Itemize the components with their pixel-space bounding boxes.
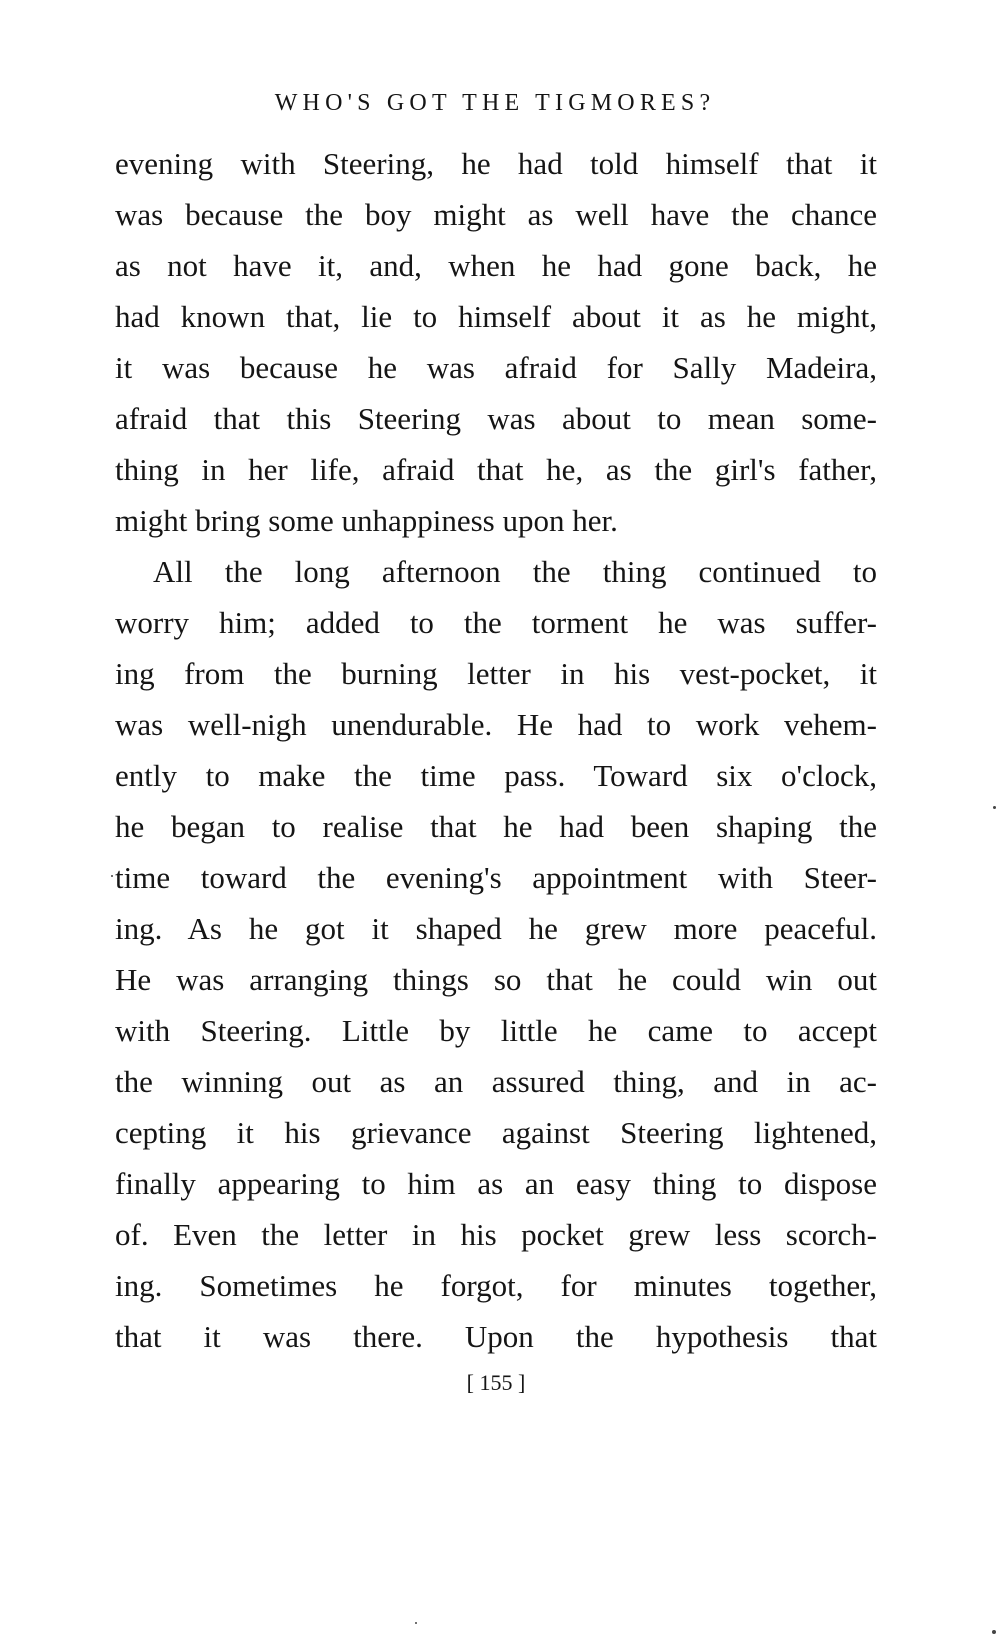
text-line: was well-nigh unendurable. He had to work vehem- xyxy=(115,707,877,742)
page-number: [ 155 ] xyxy=(466,1370,526,1395)
body-text xyxy=(115,138,877,1362)
scan-speck xyxy=(992,1630,996,1634)
text-line: had known that, lie to himself about it as he might, xyxy=(115,299,877,334)
paragraph-start-line: All the long afternoon the thing continued to xyxy=(153,554,877,589)
text-line: time toward the evening's appointment with Steer- xyxy=(115,860,877,895)
text-line: ing. As he got it shaped he grew more peaceful. xyxy=(115,911,877,946)
text-line: he began to realise that he had been shaping the xyxy=(115,809,877,844)
text-line: ently to make the time pass. Toward six o'clock, xyxy=(115,758,877,793)
text-line: He was arranging things so that he could win out xyxy=(115,962,877,997)
text-line: evening with Steering, he had told himself that it xyxy=(115,146,877,181)
scan-speck xyxy=(415,1622,417,1624)
text-line: afraid that this Steering was about to mean some- xyxy=(115,401,877,436)
text-line: it was because he was afraid for Sally Madeira, xyxy=(115,350,877,385)
scan-speck xyxy=(111,875,113,877)
text-line: finally appearing to him as an easy thing to dispose xyxy=(115,1166,877,1201)
text-line: was because the boy might as well have the chance xyxy=(115,197,877,232)
text-line: ing from the burning letter in his vest-pocket, it xyxy=(115,656,877,691)
text-line: worry him; added to the torment he was suffer- xyxy=(115,605,877,640)
text-line: that it was there. Upon the hypothesis that xyxy=(115,1319,877,1354)
paragraph-end-line: might bring some unhappiness upon her. xyxy=(115,503,618,538)
text-line: thing in her life, afraid that he, as the girl's father, xyxy=(115,452,877,487)
text-line: of. Even the letter in his pocket grew less scorch- xyxy=(115,1217,877,1252)
text-line: ing. Sometimes he forgot, for minutes together, xyxy=(115,1268,877,1303)
text-line: cepting it his grievance against Steering lightened, xyxy=(115,1115,877,1150)
text-line: as not have it, and, when he had gone back, he xyxy=(115,248,877,283)
running-head: WHO'S GOT THE TIGMORES? xyxy=(274,90,716,116)
text-line: with Steering. Little by little he came to accept xyxy=(115,1013,877,1048)
text-line: the winning out as an assured thing, and in ac- xyxy=(115,1064,877,1099)
scan-speck xyxy=(993,806,996,809)
